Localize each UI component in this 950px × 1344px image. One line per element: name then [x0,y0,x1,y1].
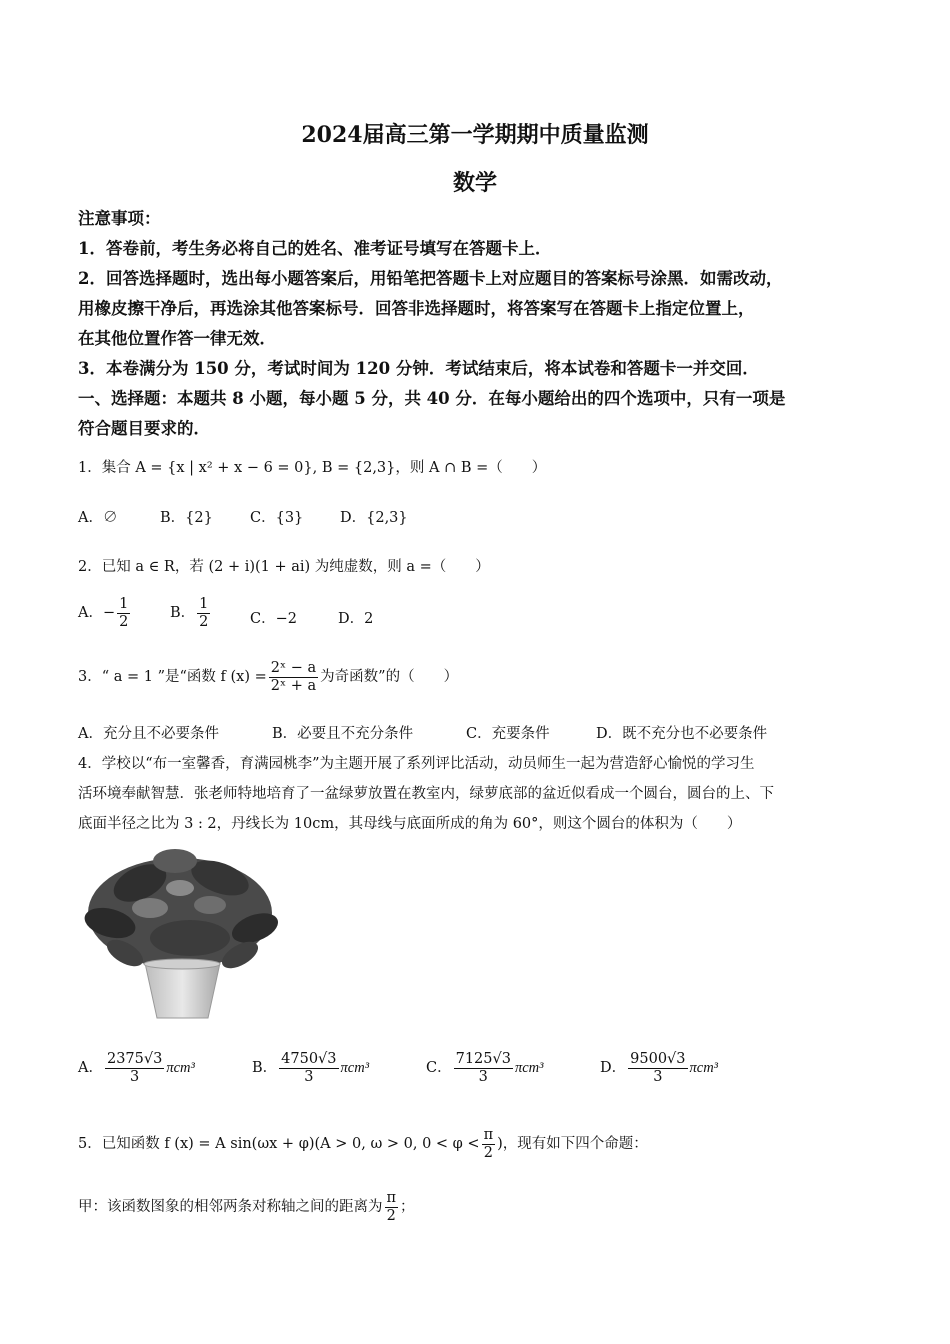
q5-jia-pre: 甲：该函数图象的相邻两条对称轴之间的距离为 [78,1199,383,1216]
section-heading-cont: 符合题目要求的． [78,419,210,438]
q4-option-c [426,1051,544,1085]
q2-option-b-label: B． [170,605,196,622]
q4-a-unit: πcm³ [166,1060,195,1077]
q2-option-b [170,596,212,630]
q1-option-c: C．{3} [250,510,304,526]
q4-option-d [600,1051,718,1085]
q2-option-a-fraction [117,596,130,630]
q4-b-num: 4750√3 [281,1051,337,1067]
q4-b-den: 3 [304,1068,314,1085]
q4-option-b [252,1051,369,1085]
q2-option-a [78,596,132,630]
q2-b-den: 2 [199,613,209,630]
q3-stem-post: 为奇函数”的（ ） [320,669,459,686]
notice-item-2-cont2: 在其他位置作答一律无效． [78,329,276,348]
q5-jia-num: π [386,1190,397,1206]
question-5-stem [78,1127,878,1161]
q4-option-c-fraction [454,1051,513,1085]
potted-plant-photo [80,843,285,1023]
exam-title: 2024届高三第一学期期中质量监测 [301,122,649,148]
notice-item-2: 2．回答选择题时，选出每小题答案后，用铅笔把答题卡上对应题目的答案标号涂黑．如需改动， [78,269,783,288]
q5-frac-den: 2 [483,1144,493,1161]
question-1-stem: 1．集合 A = {x | x² + x − 6 = 0}, B = {2,3}，则 A ∩ B =（ ） [78,460,547,476]
q1-option-d: D．{2,3} [340,510,408,526]
q4-option-d-label: D． [600,1060,627,1077]
notice-item-1: 1．答卷前，考生务必将自己的姓名、准考证号填写在答题卡上． [78,239,552,258]
q2-a-den: 2 [119,613,129,630]
q5-stem-pre: 5．已知函数 f (x) = A sin(ωx + φ)(A > 0, ω > 0, 0 < φ < [78,1136,480,1153]
q4-option-c-label: C． [426,1060,452,1077]
q2-option-c: C．−2 [250,611,297,627]
q2-option-b-fraction [197,596,210,630]
q3-option-d: D．既不充分也不必要条件 [596,726,768,742]
q4-d-unit: πcm³ [689,1060,719,1077]
q4-c-den: 3 [478,1068,488,1085]
q4-option-a-fraction [105,1051,164,1085]
q5-frac-num: π [483,1127,494,1143]
q1-option-a: A．∅ [78,510,118,526]
question-3-stem [78,660,878,694]
q3-fraction [269,660,318,694]
exam-subject: 数学 [452,170,497,196]
question-4-line-1: 4．学校以“布一室馨香，育满园桃李”为主题开展了系列评比活动，动员师生一起为营造舒心愉悦的学习生 [78,756,755,772]
q4-a-den: 3 [130,1068,140,1085]
notice-heading: 注意事项： [78,209,161,228]
question-2-stem: 2．已知 a ∈ R，若 (2 + i)(1 + ai) 为纯虚数，则 a =（ ） [78,559,490,575]
notice-item-2-cont: 用橡皮擦干净后，再选涂其他答案标号．回答非选择题时，将答案写在答题卡上指定位置上， [78,299,755,318]
q1-option-b: B．{2} [160,510,213,526]
q4-option-d-fraction [628,1051,687,1085]
q4-option-b-fraction [279,1051,338,1085]
q3-option-a: A．充分且不必要条件 [78,726,219,742]
q4-d-num: 9500√3 [630,1051,686,1067]
question-4-line-2: 活环境奉献智慧．张老师特地培育了一盆绿萝放置在教室内，绿萝底部的盆近似看成一个圆台，圆台的上、下 [78,786,774,802]
q3-option-c: C．充要条件 [466,726,550,742]
q4-option-a [78,1051,195,1085]
q5-jia-post: ； [400,1199,415,1216]
q4-a-num: 2375√3 [106,1051,163,1067]
q4-option-a-label: A． [78,1060,103,1077]
section-heading: 一、选择题：本题共 8 小题，每小题 5 分，共 40 分．在每小题给出的四个选项中，只有一项是 [78,389,786,408]
q2-b-num: 1 [199,596,209,612]
q2-option-d: D．2 [338,611,374,627]
q2-a-num: 1 [119,596,129,612]
q4-d-den: 3 [653,1068,663,1085]
q4-c-num: 7125√3 [455,1051,511,1067]
q4-b-unit: πcm³ [340,1060,370,1077]
q5-fraction [482,1127,496,1161]
q4-option-b-label: B． [252,1060,278,1077]
q5-jia-den: 2 [386,1207,396,1224]
q5-proposition-jia [78,1190,878,1224]
q5-jia-fraction [385,1190,399,1224]
q3-stem-pre: 3．“ a = 1 ”是“函数 f (x) = [78,669,267,686]
notice-item-3: 3．本卷满分为 150 分，考试时间为 120 分钟．考试结束后，将本试卷和答题卡一并交回． [78,359,759,378]
q4-c-unit: πcm³ [514,1060,544,1077]
q3-frac-num: 2ˣ − a [270,660,317,676]
q3-option-b: B．必要且不充分条件 [272,726,414,742]
q2-option-a-label: A．− [78,605,116,622]
q3-frac-den: 2ˣ + a [270,677,317,694]
q5-stem-post: )，现有如下四个命题： [497,1136,648,1153]
question-4-line-3: 底面半径之比为 3 : 2，丹线长为 10cm，其母线与底面所成的角为 60°，则这个圆台的体积为（ ） [78,816,742,832]
